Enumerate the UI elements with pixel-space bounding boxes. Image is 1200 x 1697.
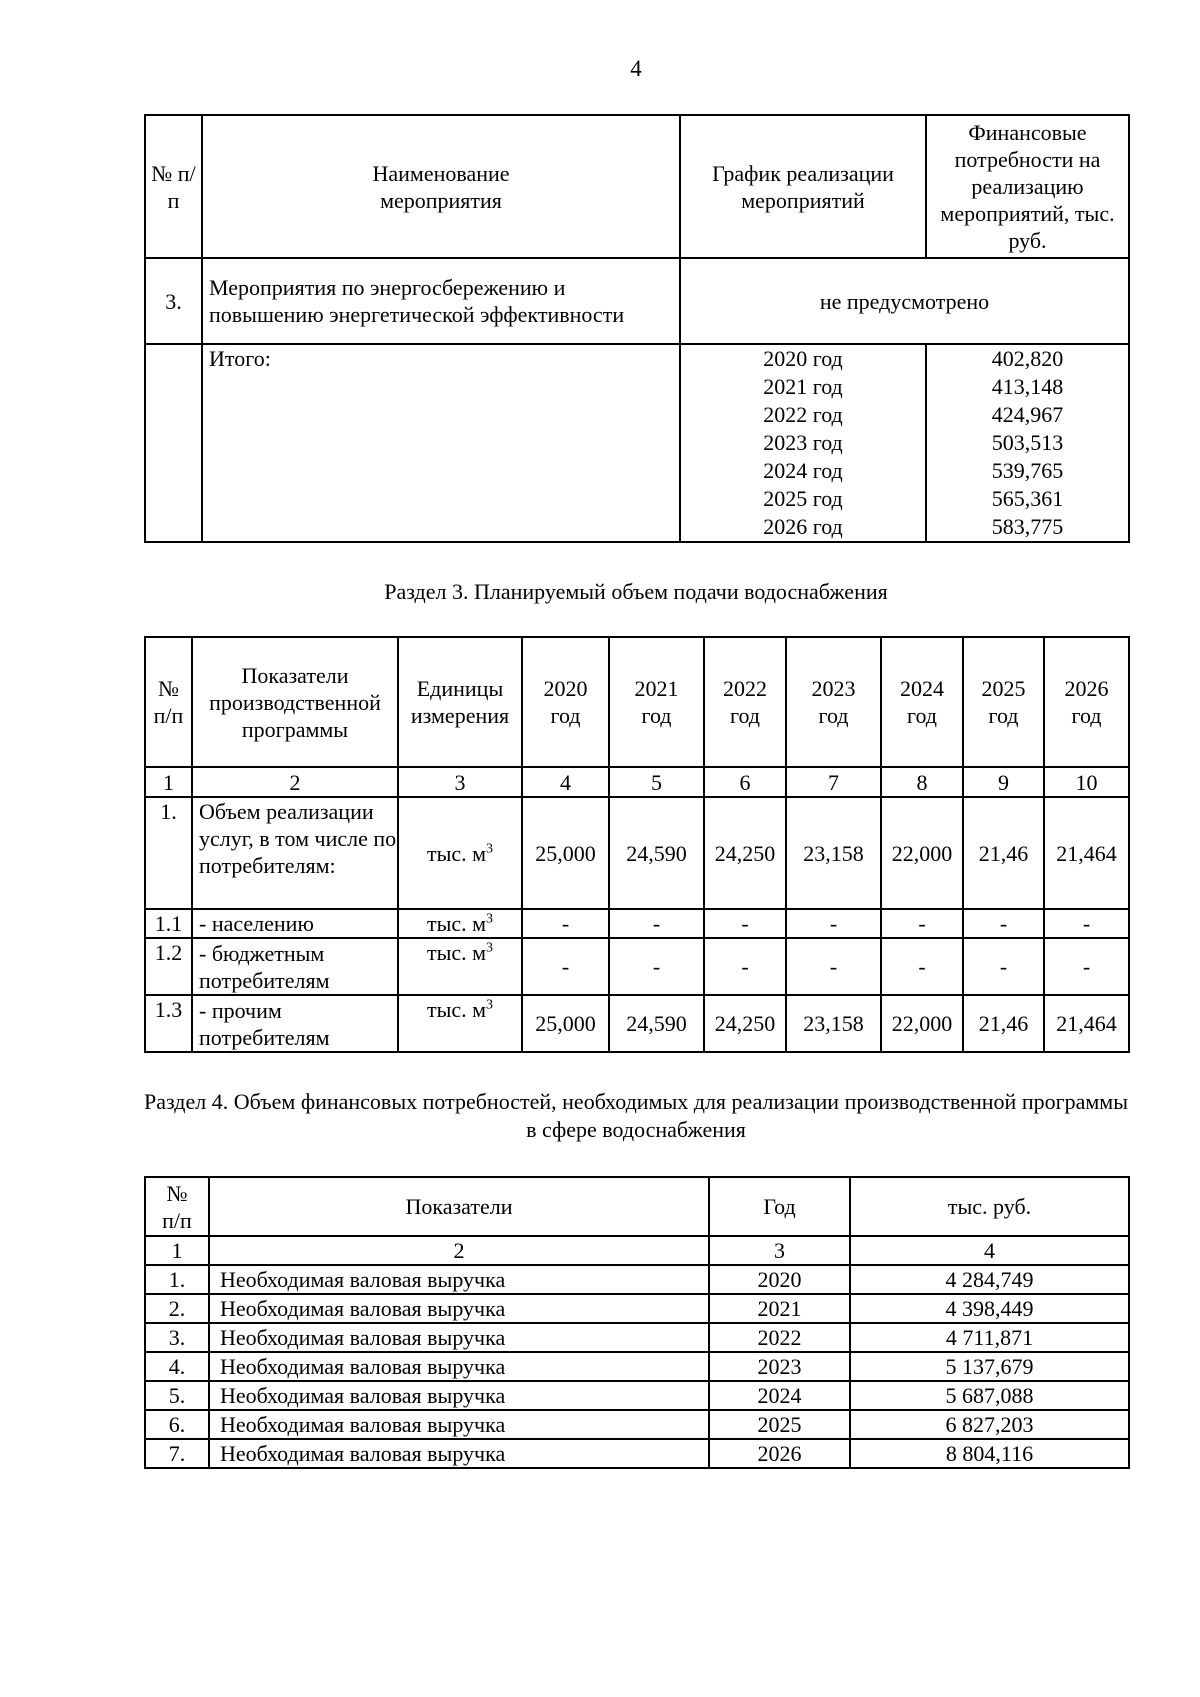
col-number: 4 [522, 767, 609, 797]
row-value: 25,000 [522, 797, 609, 909]
row-value: 22,000 [881, 797, 963, 909]
row-num: 7. [145, 1439, 209, 1468]
row-name: Необходимая валовая выручка [209, 1352, 709, 1381]
row-value: - [609, 909, 704, 938]
row-value: - [786, 909, 881, 938]
col-number: 8 [881, 767, 963, 797]
measures-table [144, 114, 1130, 543]
row-unit: тыс. $м^3$ [398, 909, 522, 938]
row-value: 21,464 [1044, 797, 1129, 909]
row-value: 4 284,749 [850, 1265, 1129, 1294]
row-num: 1.1 [145, 909, 192, 938]
t2-header-unit: Единицы измерения [398, 637, 522, 767]
header-schedule: График реализации мероприятий [680, 115, 926, 258]
row-value: 25,000 [522, 995, 609, 1052]
header-num: № п/п [145, 115, 202, 258]
row-name: Необходимая валовая выручка [209, 1294, 709, 1323]
row-name: Необходимая валовая выручка [209, 1381, 709, 1410]
t3-header-year: Год [709, 1177, 850, 1236]
row-year: 2023 [709, 1352, 850, 1381]
col-number: 5 [609, 767, 704, 797]
row3-name: Мероприятия по энергосбережению и повышению энергетической эффективности [202, 258, 680, 344]
row-value: 24,250 [704, 995, 786, 1052]
t2-header-num: № п/п [145, 637, 192, 767]
row-num: 1. [145, 1265, 209, 1294]
row-num: 1.3 [145, 995, 192, 1052]
col-number: 4 [850, 1236, 1129, 1265]
row-year: 2022 [709, 1323, 850, 1352]
header-name: Наименование мероприятия [202, 115, 680, 258]
row-value: 21,46 [963, 797, 1044, 909]
row-year: 2021 [709, 1294, 850, 1323]
t3-header-amount: тыс. руб. [850, 1177, 1129, 1236]
row-num: 3. [145, 1323, 209, 1352]
section4-title: Раздел 4. Объем финансовых потребностей, необходимых для реализации производственной программы в сфере водоснабжения [144, 1089, 1129, 1142]
row3-note: не предусмотрено [680, 258, 1129, 344]
row-name: - населению [192, 909, 398, 938]
t2-header-year: 2023 год [786, 637, 881, 767]
row-value: - [704, 938, 786, 995]
row-value: 24,590 [609, 797, 704, 909]
volume-table [144, 636, 1130, 1053]
col-number: 7 [786, 767, 881, 797]
row-num: 6. [145, 1410, 209, 1439]
row-value: 24,590 [609, 995, 704, 1052]
t2-header-year: 2020 год [522, 637, 609, 767]
row3-num: 3. [145, 258, 202, 344]
row-name: - бюджетным потребителям [192, 938, 398, 995]
row-year: 2025 [709, 1410, 850, 1439]
row-value: 21,46 [963, 995, 1044, 1052]
row-value: 5 687,088 [850, 1381, 1129, 1410]
row-value: 8 804,116 [850, 1439, 1129, 1468]
t2-header-year: 2022 год [704, 637, 786, 767]
header-finance: Финансовые потребности на реализацию мероприятий, тыс. руб. [926, 115, 1129, 258]
row-num: 1.2 [145, 938, 192, 995]
row-name: - прочим потребителям [192, 995, 398, 1052]
finance-table [144, 1176, 1130, 1469]
row-name: Необходимая валовая выручка [209, 1265, 709, 1294]
row-name: Необходимая валовая выручка [209, 1439, 709, 1468]
col-number: 3 [709, 1236, 850, 1265]
row-value: - [704, 909, 786, 938]
t2-header-year: 2024 год [881, 637, 963, 767]
section3-title: Раздел 3. Планируемый объем подачи водоснабжения [384, 579, 888, 604]
row-value: - [609, 938, 704, 995]
row-num: 5. [145, 1381, 209, 1410]
total-values: 402,820 413,148 424,967 503,513 539,765 565,361 583,775 [926, 344, 1129, 542]
t3-header-num: № п/п [145, 1177, 209, 1236]
row-unit: тыс. $м^3$ [398, 797, 522, 909]
col-number: 2 [192, 767, 398, 797]
col-number: 10 [1044, 767, 1129, 797]
col-number: 1 [145, 1236, 209, 1265]
row-year: 2020 [709, 1265, 850, 1294]
row-value: 23,158 [786, 995, 881, 1052]
t2-header-year: 2025 год [963, 637, 1044, 767]
t2-header-indicator: Показатели производственной программы [192, 637, 398, 767]
row-value: - [1044, 938, 1129, 995]
row-value: - [522, 938, 609, 995]
row-name: Необходимая валовая выручка [209, 1410, 709, 1439]
row-value: - [963, 909, 1044, 938]
col-number: 9 [963, 767, 1044, 797]
row-value: - [881, 909, 963, 938]
row-value: - [1044, 909, 1129, 938]
row-value: 23,158 [786, 797, 881, 909]
t3-header-indicator: Показатели [209, 1177, 709, 1236]
col-number: 2 [209, 1236, 709, 1265]
row-name: Объем реализации услуг, в том числе по потребителям: [192, 797, 398, 909]
row-value: 22,000 [881, 995, 963, 1052]
col-number: 1 [145, 767, 192, 797]
row-year: 2024 [709, 1381, 850, 1410]
total-label: Итого: [202, 344, 680, 542]
row-value: 6 827,203 [850, 1410, 1129, 1439]
row-value: 4 711,871 [850, 1323, 1129, 1352]
total-num-cell [145, 344, 202, 542]
total-years: 2020 год 2021 год 2022 год 2023 год 2024 год 2025 год 2026 год [680, 344, 926, 542]
row-num: 1. [145, 797, 192, 909]
row-value: 21,464 [1044, 995, 1129, 1052]
t2-header-year: 2021 год [609, 637, 704, 767]
row-value: 24,250 [704, 797, 786, 909]
row-value: - [881, 938, 963, 995]
col-number: 6 [704, 767, 786, 797]
row-name: Необходимая валовая выручка [209, 1323, 709, 1352]
row-value: - [786, 938, 881, 995]
t2-header-year: 2026 год [1044, 637, 1129, 767]
page-number: 4 [630, 56, 642, 81]
row-value: - [522, 909, 609, 938]
row-num: 2. [145, 1294, 209, 1323]
row-value: - [963, 938, 1044, 995]
row-year: 2026 [709, 1439, 850, 1468]
row-unit: тыс. $м^3$ [398, 938, 522, 995]
col-number: 3 [398, 767, 522, 797]
row-num: 4. [145, 1352, 209, 1381]
row-unit: тыс. $м^3$ [398, 995, 522, 1052]
row-value: 5 137,679 [850, 1352, 1129, 1381]
row-value: 4 398,449 [850, 1294, 1129, 1323]
